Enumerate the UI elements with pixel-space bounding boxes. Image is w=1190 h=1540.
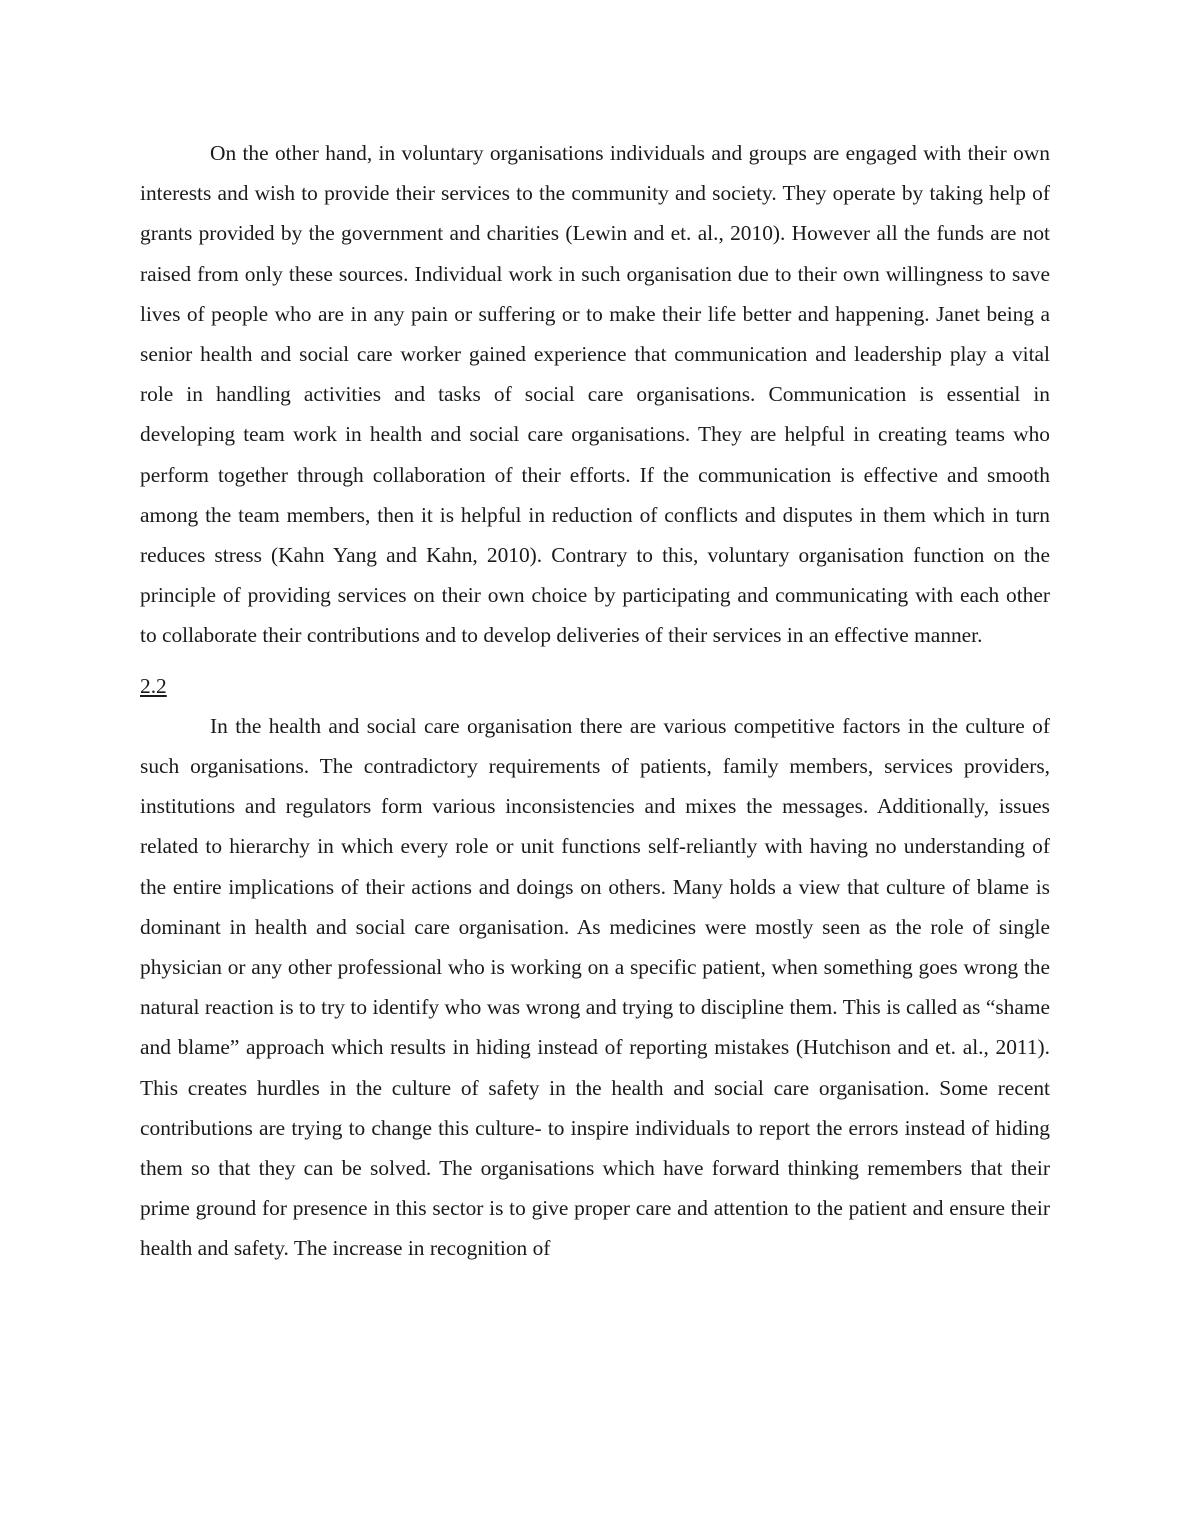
body-paragraph: On the other hand, in voluntary organisations individuals and groups are engaged with their own interests and wish to provide their services to the community and society. They operate by taking help of grants provided by the government and charities (Lewin and et. al., 2010). However all the funds are not raised from only these sources. Individual work in such organisation due to their own willingness to save lives of people who are in any pain or suffering or to make their life better and happening. Janet being a senior health and social care worker gained experience that communication and leadership play a vital role in handling activities and tasks of social care organisations. Communication is essential in developing team work in health and social care organisations. They are helpful in creating teams who perform together through collaboration of their efforts. If the communication is effective and smooth among the team members, then it is helpful in reduction of conflicts and disputes in them which in turn reduces stress (Kahn Yang and Kahn, 2010). Contrary to this, voluntary organisation function on the principle of providing services on their own choice by participating and communicating with each other to collaborate their contributions and to develop deliveries of their services in an effective manner. <box>140 141 1050 648</box>
section-heading: 2.2 <box>140 673 167 698</box>
document-body <box>140 133 1050 1269</box>
body-paragraph: In the health and social care organisation there are various competitive factors in the culture of such organisations. The contradictory requirements of patients, family members, services providers, institutions and regulators form various inconsistencies and mixes the messages. Additionally, issues related to hierarchy in which every role or unit functions self-reliantly with having no understanding of the entire implications of their actions and doings on others. Many holds a view that culture of blame is dominant in health and social care organisation. As medicines were mostly seen as the role of single physician or any other professional who is working on a specific patient, when something goes wrong the natural reaction is to try to identify who was wrong and trying to discipline them. This is called as “shame and blame” approach which results in hiding instead of reporting mistakes (Hutchison and et. al., 2011). This creates hurdles in the culture of safety in the health and social care organisation. Some recent contributions are trying to change this culture- to inspire individuals to report the errors instead of hiding them so that they can be solved. The organisations which have forward thinking remembers that their prime ground for presence in this sector is to give proper care and attention to the patient and ensure their health and safety. The increase in recognition of <box>140 713 1050 1261</box>
